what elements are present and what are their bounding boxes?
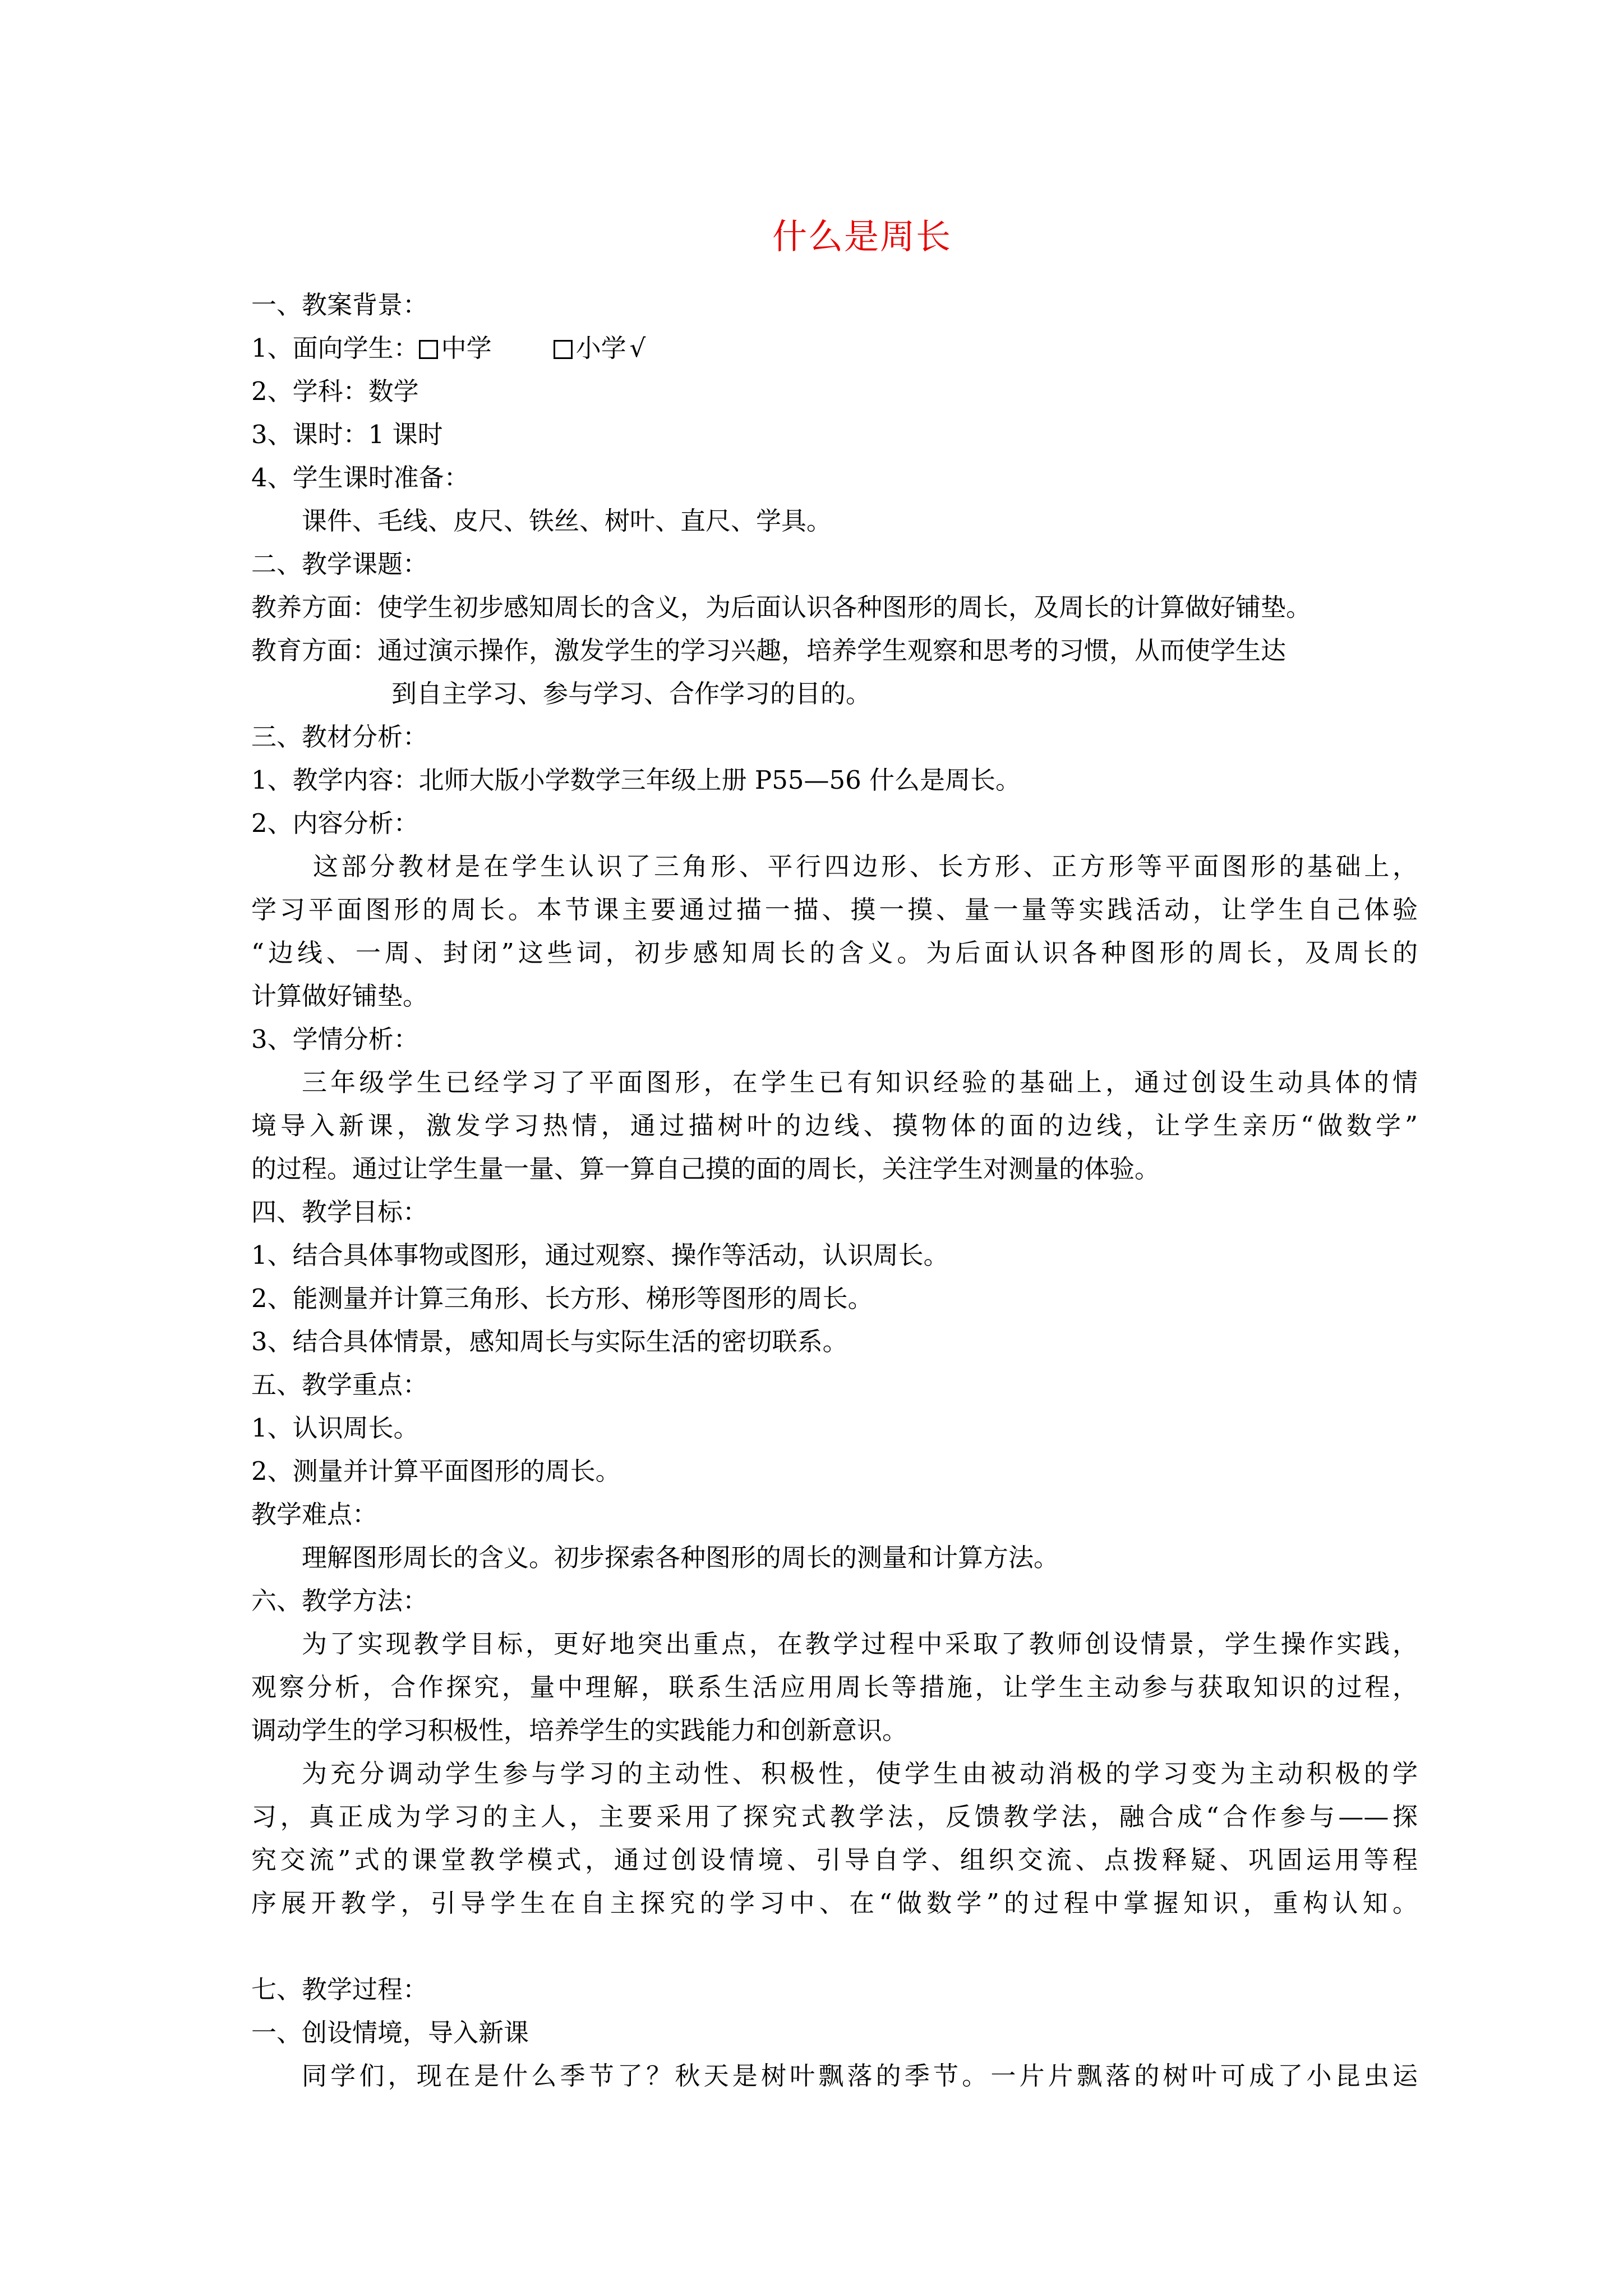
content-analysis-heading: 2、内容分析： bbox=[251, 808, 419, 838]
keypoint-item: 1、认识周长。 bbox=[251, 1413, 419, 1443]
preparation-heading: 4、学生课时准备： bbox=[251, 463, 469, 493]
document-body bbox=[251, 283, 1418, 2097]
keypoint-item: 2、测量并计算平面图形的周长。 bbox=[251, 1456, 621, 1486]
option-primary-school: 小学 bbox=[575, 333, 626, 363]
checkmark-icon: √ bbox=[629, 333, 646, 363]
paragraph-line: 这部分教材是在学生认识了三角形、平行四边形、长方形、正方形等平面图形的基础上， bbox=[313, 852, 1418, 881]
target-students-label: 1、面向学生： bbox=[251, 333, 419, 363]
paragraph-line: 观察分析，合作探究，量中理解，联系生活应用周长等措施，让学生主动参与获取知识的过程， bbox=[251, 1672, 1418, 1702]
paragraph-line: 为充分调动学生参与学习的主动性、积极性，使学生由被动消极的学习变为主动积极的学 bbox=[302, 1759, 1418, 1788]
class-hours-line: 3、课时：1 课时 bbox=[251, 420, 443, 449]
paragraph-line: 的过程。通过让学生量一量、算一算自己摸的面的周长，关注学生对测量的体验。 bbox=[251, 1154, 1160, 1184]
target-students-line bbox=[251, 326, 1418, 370]
difficulty-heading: 教学难点： bbox=[251, 1499, 378, 1529]
paragraph-line: 序展开教学，引导学生在自主探究的学习中、在“做数学”的过程中掌握知识，重构认知。 bbox=[251, 1888, 1418, 1918]
education-aspect: 教育方面：通过演示操作，激发学生的学习兴趣，培养学生观察和思考的习惯，从而使学生达 bbox=[251, 636, 1287, 665]
paragraph-line: “边线、一周、封闭”这些词，初步感知周长的含义。为后面认识各种图形的周长，及周长的 bbox=[251, 938, 1418, 968]
section-heading-material: 三、教材分析： bbox=[251, 722, 428, 752]
goal-item: 3、结合具体情景，感知周长与实际生活的密切联系。 bbox=[251, 1327, 848, 1356]
checkbox-icon bbox=[419, 340, 438, 359]
section-heading-topic: 二、教学课题： bbox=[251, 549, 428, 579]
teaching-content-line: 1、教学内容：北师大版小学数学三年级上册 P55—56 什么是周长。 bbox=[251, 765, 1021, 795]
learner-analysis-heading: 3、学情分析： bbox=[251, 1024, 419, 1054]
paragraph-line: 调动学生的学习积极性，培养学生的实践能力和创新意识。 bbox=[251, 1715, 908, 1745]
goal-item: 2、能测量并计算三角形、长方形、梯形等图形的周长。 bbox=[251, 1283, 873, 1313]
section-heading-goals: 四、教学目标： bbox=[251, 1197, 428, 1227]
paragraph-line: 为了实现教学目标，更好地突出重点，在教学过程中采取了教师创设情景，学生操作实践， bbox=[302, 1629, 1418, 1659]
paragraph-line: 究交流”式的课堂教学模式，通过创设情境、引导自学、组织交流、点拨释疑、巩固运用等程 bbox=[251, 1845, 1418, 1875]
preparation-items: 课件、毛线、皮尺、铁丝、树叶、直尺、学具。 bbox=[302, 506, 832, 536]
document-title: 什么是周长 bbox=[772, 216, 952, 257]
section-heading-background: 一、教案背景： bbox=[251, 290, 428, 320]
paragraph-line: 习，真正成为学习的主人，主要采用了探究式教学法，反馈教学法，融合成“合作参与——探 bbox=[251, 1802, 1418, 1832]
checkbox-icon bbox=[554, 340, 573, 359]
section-heading-process: 七、教学过程： bbox=[251, 1975, 428, 2004]
section-heading-methods: 六、教学方法： bbox=[251, 1586, 428, 1616]
paragraph-line: 学习平面图形的周长。本节课主要通过描一描、摸一摸、量一量等实践活动，让学生自己体验 bbox=[251, 895, 1418, 924]
subject-line: 2、学科：数学 bbox=[251, 376, 419, 406]
paragraph-line: 同学们，现在是什么季节了？秋天是树叶飘落的季节。一片片飘落的树叶可成了小昆虫运 bbox=[302, 2061, 1418, 2091]
cultivation-aspect: 教养方面：使学生初步感知周长的含义，为后面认识各种图形的周长，及周长的计算做好铺垫。 bbox=[251, 592, 1312, 622]
paragraph-line: 计算做好铺垫。 bbox=[251, 981, 428, 1011]
process-step-heading: 一、创设情境，导入新课 bbox=[251, 2018, 529, 2047]
paragraph-line: 三年级学生已经学习了平面图形，在学生已有知识经验的基础上，通过创设生动具体的情 bbox=[302, 1068, 1418, 1097]
goal-item: 1、结合具体事物或图形，通过观察、操作等活动，认识周长。 bbox=[251, 1240, 949, 1270]
option-middle-school: 中学 bbox=[441, 333, 492, 363]
difficulty-text: 理解图形周长的含义。初步探索各种图形的周长的测量和计算方法。 bbox=[302, 1543, 1059, 1572]
paragraph-line: 境导入新课，激发学习热情，通过描树叶的边线、摸物体的面的边线，让学生亲历“做数学” bbox=[251, 1111, 1418, 1140]
section-heading-keypoints: 五、教学重点： bbox=[251, 1370, 428, 1400]
education-aspect-continued: 到自主学习、参与学习、合作学习的目的。 bbox=[391, 679, 872, 708]
